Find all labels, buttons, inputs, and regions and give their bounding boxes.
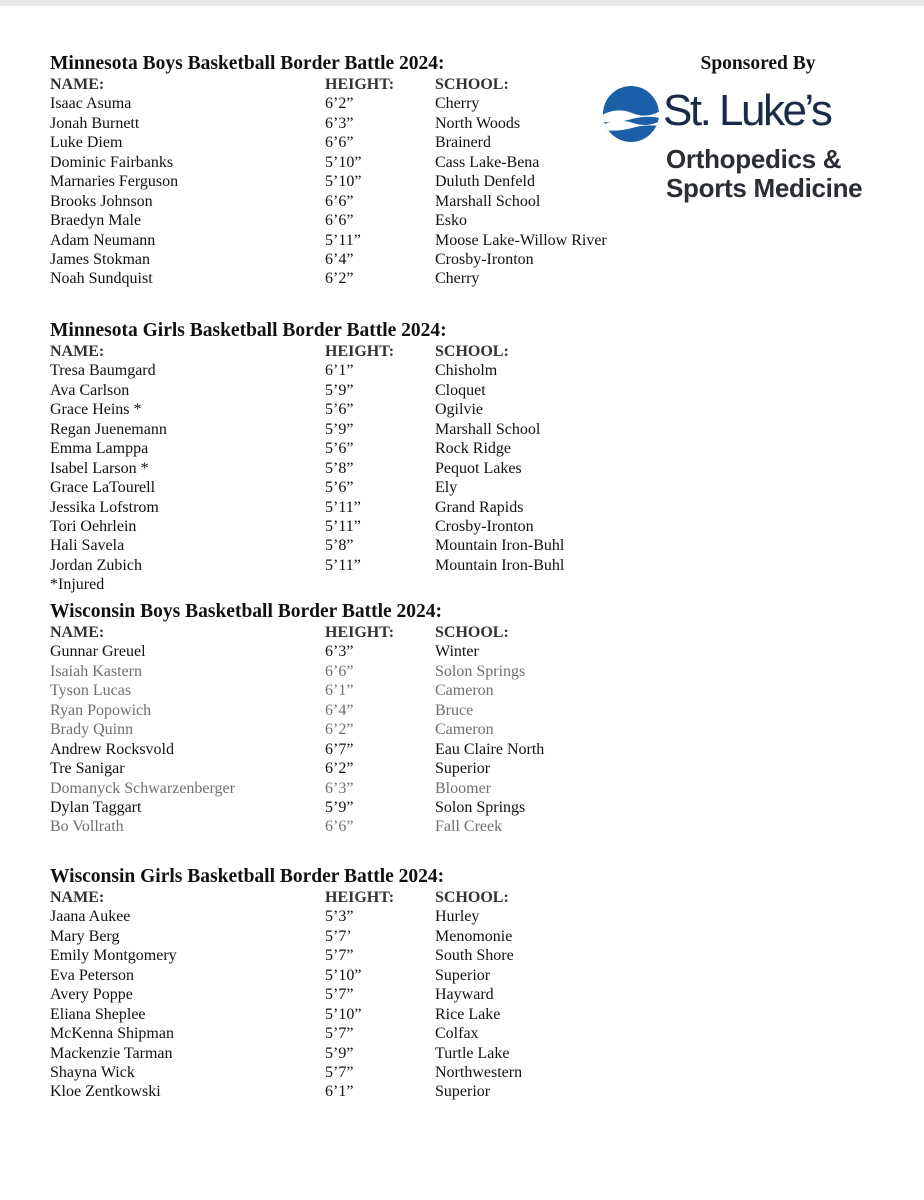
player-height: 5’6” xyxy=(325,440,354,458)
player-height: 6’3” xyxy=(325,114,354,132)
player-row xyxy=(50,985,650,1004)
player-name: Eva Peterson xyxy=(50,966,134,984)
player-name: Avery Poppe xyxy=(50,986,133,1004)
player-height: 6’7” xyxy=(325,740,354,758)
player-height: 5’11” xyxy=(325,517,361,535)
player-height: 6’3” xyxy=(325,643,354,661)
player-name: Tresa Baumgard xyxy=(50,362,156,380)
player-height: 5’9” xyxy=(325,420,354,438)
player-height: 5’8” xyxy=(325,459,354,477)
player-school: Ogilvie xyxy=(435,401,483,419)
player-row xyxy=(50,250,650,269)
height-header: HEIGHT: xyxy=(325,889,395,906)
player-name: Tyson Lucas xyxy=(50,682,132,700)
sponsor-logo-line-1: Orthopedics & xyxy=(666,144,842,174)
player-name: McKenna Shipman xyxy=(50,1025,174,1043)
player-school: Cameron xyxy=(435,721,494,739)
player-school: Superior xyxy=(435,760,491,778)
player-height: 6’2” xyxy=(325,270,354,288)
player-row xyxy=(50,172,650,191)
player-row xyxy=(50,1044,650,1063)
section-title: Wisconsin Boys Basketball Border Battle 2024: xyxy=(50,601,443,622)
player-height: 5’9” xyxy=(325,798,354,816)
player-row xyxy=(50,211,650,230)
roster-section xyxy=(50,866,650,1102)
player-name: Mackenzie Tarman xyxy=(50,1044,173,1062)
player-height: 6’2” xyxy=(325,760,354,778)
player-name: Tre Sanigar xyxy=(50,760,125,778)
player-school: Eau Claire North xyxy=(435,740,545,758)
player-name: Braedyn Male xyxy=(50,212,142,230)
player-row xyxy=(50,114,650,133)
player-height: 6’1” xyxy=(325,362,354,380)
player-school: Rice Lake xyxy=(435,1005,501,1023)
player-school: Cloquet xyxy=(435,381,486,399)
player-school: North Woods xyxy=(435,114,521,132)
player-height: 6’2” xyxy=(325,95,354,113)
player-name: Adam Neumann xyxy=(50,231,156,249)
sponsor-title: Sponsored By xyxy=(700,53,816,74)
player-height: 6’1” xyxy=(325,1083,354,1101)
sponsor-logo-subtitle xyxy=(666,145,916,203)
page-top-border xyxy=(0,0,924,6)
player-name: Kloe Zentkowski xyxy=(50,1083,161,1101)
player-school: Cass Lake-Bena xyxy=(435,153,540,171)
player-name: Andrew Rocksvold xyxy=(50,740,174,758)
roster-section xyxy=(50,601,650,837)
roster-section xyxy=(50,53,650,289)
player-school: Mountain Iron-Buhl xyxy=(435,537,565,555)
player-height: 6’3” xyxy=(325,779,354,797)
player-row xyxy=(50,662,650,681)
player-name: Grace LaTourell xyxy=(50,479,156,497)
player-row xyxy=(50,381,650,400)
player-school: Crosby-Ironton xyxy=(435,250,534,268)
player-name: Gunnar Greuel xyxy=(50,643,146,661)
player-height: 5’6” xyxy=(325,479,354,497)
player-name: Regan Juenemann xyxy=(50,420,167,438)
player-height: 5’9” xyxy=(325,1044,354,1062)
player-height: 5’11” xyxy=(325,556,361,574)
column-header-row xyxy=(50,888,650,907)
player-name: Dominic Fairbanks xyxy=(50,153,174,171)
player-school: Duluth Denfeld xyxy=(435,173,535,191)
player-school: Colfax xyxy=(435,1025,479,1043)
height-header: HEIGHT: xyxy=(325,343,395,360)
sponsor-logo-name: St. Luke’s xyxy=(663,86,831,135)
player-row xyxy=(50,907,650,926)
player-name: Bo Vollrath xyxy=(50,818,124,836)
player-name: Brooks Johnson xyxy=(50,192,153,210)
player-school: Solon Springs xyxy=(435,662,526,680)
player-name: Emma Lamppa xyxy=(50,440,149,458)
player-height: 5’7’ xyxy=(325,927,352,945)
player-row xyxy=(50,946,650,965)
player-name: James Stokman xyxy=(50,250,150,268)
section-title: Minnesota Boys Basketball Border Battle 2024: xyxy=(50,53,445,74)
player-row xyxy=(50,1063,650,1082)
player-height: 6’2” xyxy=(325,721,354,739)
player-height: 5’10” xyxy=(325,153,362,171)
player-name: Hali Savela xyxy=(50,537,125,555)
player-school: Superior xyxy=(435,1083,491,1101)
player-height: 5’9” xyxy=(325,381,354,399)
school-header: SCHOOL: xyxy=(435,889,509,906)
player-row xyxy=(50,1024,650,1043)
name-header: NAME: xyxy=(50,889,105,906)
player-row xyxy=(50,642,650,661)
player-school: Menomonie xyxy=(435,927,513,945)
player-row xyxy=(50,361,650,380)
player-school: Mountain Iron-Buhl xyxy=(435,556,565,574)
player-height: 5’7” xyxy=(325,1025,354,1043)
player-row xyxy=(50,759,650,778)
section-title: Wisconsin Girls Basketball Border Battle 2024: xyxy=(50,866,445,887)
player-school: Ely xyxy=(435,479,458,497)
player-school: Superior xyxy=(435,966,491,984)
player-row xyxy=(50,681,650,700)
player-height: 6’6” xyxy=(325,134,354,152)
player-height: 5’3” xyxy=(325,908,354,926)
player-height: 6’4” xyxy=(325,701,354,719)
player-height: 5’11” xyxy=(325,231,361,249)
school-header: SCHOOL: xyxy=(435,624,509,641)
player-row xyxy=(50,192,650,211)
player-row xyxy=(50,720,650,739)
player-height: 6’6” xyxy=(325,192,354,210)
player-school: Grand Rapids xyxy=(435,498,524,516)
player-row xyxy=(50,498,650,517)
player-row xyxy=(50,94,650,113)
player-name: Jaana Aukee xyxy=(50,908,131,926)
player-school: Bruce xyxy=(435,701,474,719)
player-name: Isabel Larson * xyxy=(50,459,149,477)
player-height: 6’1” xyxy=(325,682,354,700)
player-height: 5’6” xyxy=(325,401,354,419)
player-school: Bloomer xyxy=(435,779,491,797)
player-height: 5’10” xyxy=(325,966,362,984)
player-row xyxy=(50,269,650,288)
column-header-row xyxy=(50,75,650,94)
player-name: Brady Quinn xyxy=(50,721,134,739)
player-school: Hurley xyxy=(435,908,480,926)
player-name: Mary Berg xyxy=(50,927,120,945)
player-height: 6’6” xyxy=(325,662,354,680)
player-name: Domanyck Schwarzenberger xyxy=(50,779,235,797)
sponsor-logo-line-2: Sports Medicine xyxy=(666,173,863,203)
player-school: Pequot Lakes xyxy=(435,459,522,477)
player-row xyxy=(50,798,650,817)
school-header: SCHOOL: xyxy=(435,343,509,360)
player-height: 5’11” xyxy=(325,498,361,516)
player-height: 5’10” xyxy=(325,1005,362,1023)
player-school: Solon Springs xyxy=(435,798,526,816)
player-name: Jessika Lofstrom xyxy=(50,498,159,516)
player-height: 6’6” xyxy=(325,818,354,836)
player-school: Turtle Lake xyxy=(435,1044,510,1062)
player-school: Esko xyxy=(435,212,467,230)
player-row xyxy=(50,740,650,759)
player-name: Luke Diem xyxy=(50,134,123,152)
name-header: NAME: xyxy=(50,343,105,360)
player-name: Marnaries Ferguson xyxy=(50,173,179,191)
column-header-row xyxy=(50,623,650,642)
player-height: 5’7” xyxy=(325,986,354,1004)
player-height: 5’7” xyxy=(325,947,354,965)
roster-section xyxy=(50,320,650,595)
player-school: Cameron xyxy=(435,682,494,700)
player-school: Chisholm xyxy=(435,362,498,380)
player-school: Cherry xyxy=(435,95,480,113)
player-row xyxy=(50,927,650,946)
player-school: Northwestern xyxy=(435,1063,523,1081)
player-row xyxy=(50,420,650,439)
player-row xyxy=(50,817,650,836)
name-header: NAME: xyxy=(50,624,105,641)
player-row xyxy=(50,1082,650,1101)
section-title: Minnesota Girls Basketball Border Battle 2024: xyxy=(50,320,447,341)
player-row xyxy=(50,701,650,720)
player-school: South Shore xyxy=(435,947,514,965)
player-school: Fall Creek xyxy=(435,818,503,836)
player-school: Cherry xyxy=(435,270,480,288)
player-name: Isaiah Kastern xyxy=(50,662,142,680)
height-header: HEIGHT: xyxy=(325,624,395,641)
player-name: Dylan Taggart xyxy=(50,798,142,816)
player-row xyxy=(50,556,650,575)
player-name: Grace Heins * xyxy=(50,401,142,419)
player-row xyxy=(50,478,650,497)
player-row xyxy=(50,439,650,458)
player-school: Marshall School xyxy=(435,420,541,438)
player-height: 5’7” xyxy=(325,1063,354,1081)
player-name: Emily Montgomery xyxy=(50,947,177,965)
name-header: NAME: xyxy=(50,76,105,93)
player-row xyxy=(50,133,650,152)
player-row xyxy=(50,536,650,555)
player-school: Winter xyxy=(435,643,479,661)
player-row xyxy=(50,779,650,798)
player-name: Eliana Sheplee xyxy=(50,1005,146,1023)
school-header: SCHOOL: xyxy=(435,76,509,93)
player-school: Crosby-Ironton xyxy=(435,517,534,535)
player-name: Isaac Asuma xyxy=(50,95,132,113)
player-height: 5’8” xyxy=(325,537,354,555)
player-school: Rock Ridge xyxy=(435,440,511,458)
player-row xyxy=(50,966,650,985)
column-header-row xyxy=(50,342,650,361)
player-row xyxy=(50,231,650,250)
player-name: Shayna Wick xyxy=(50,1063,135,1081)
player-row xyxy=(50,517,650,536)
injured-note: *Injured xyxy=(50,576,105,594)
height-header: HEIGHT: xyxy=(325,76,395,93)
player-school: Moose Lake-Willow River xyxy=(435,231,607,249)
player-name: Jordan Zubich xyxy=(50,556,142,574)
player-name: Tori Oehrlein xyxy=(50,517,137,535)
player-height: 6’6” xyxy=(325,212,354,230)
player-row xyxy=(50,1005,650,1024)
player-name: Ava Carlson xyxy=(50,381,130,399)
player-row xyxy=(50,459,650,478)
player-row xyxy=(50,153,650,172)
player-row xyxy=(50,400,650,419)
player-height: 6’4” xyxy=(325,250,354,268)
player-name: Noah Sundquist xyxy=(50,270,153,288)
player-name: Jonah Burnett xyxy=(50,114,140,132)
player-school: Brainerd xyxy=(435,134,491,152)
player-school: Hayward xyxy=(435,986,494,1004)
player-name: Ryan Popowich xyxy=(50,701,152,719)
player-school: Marshall School xyxy=(435,192,541,210)
player-height: 5’10” xyxy=(325,173,362,191)
